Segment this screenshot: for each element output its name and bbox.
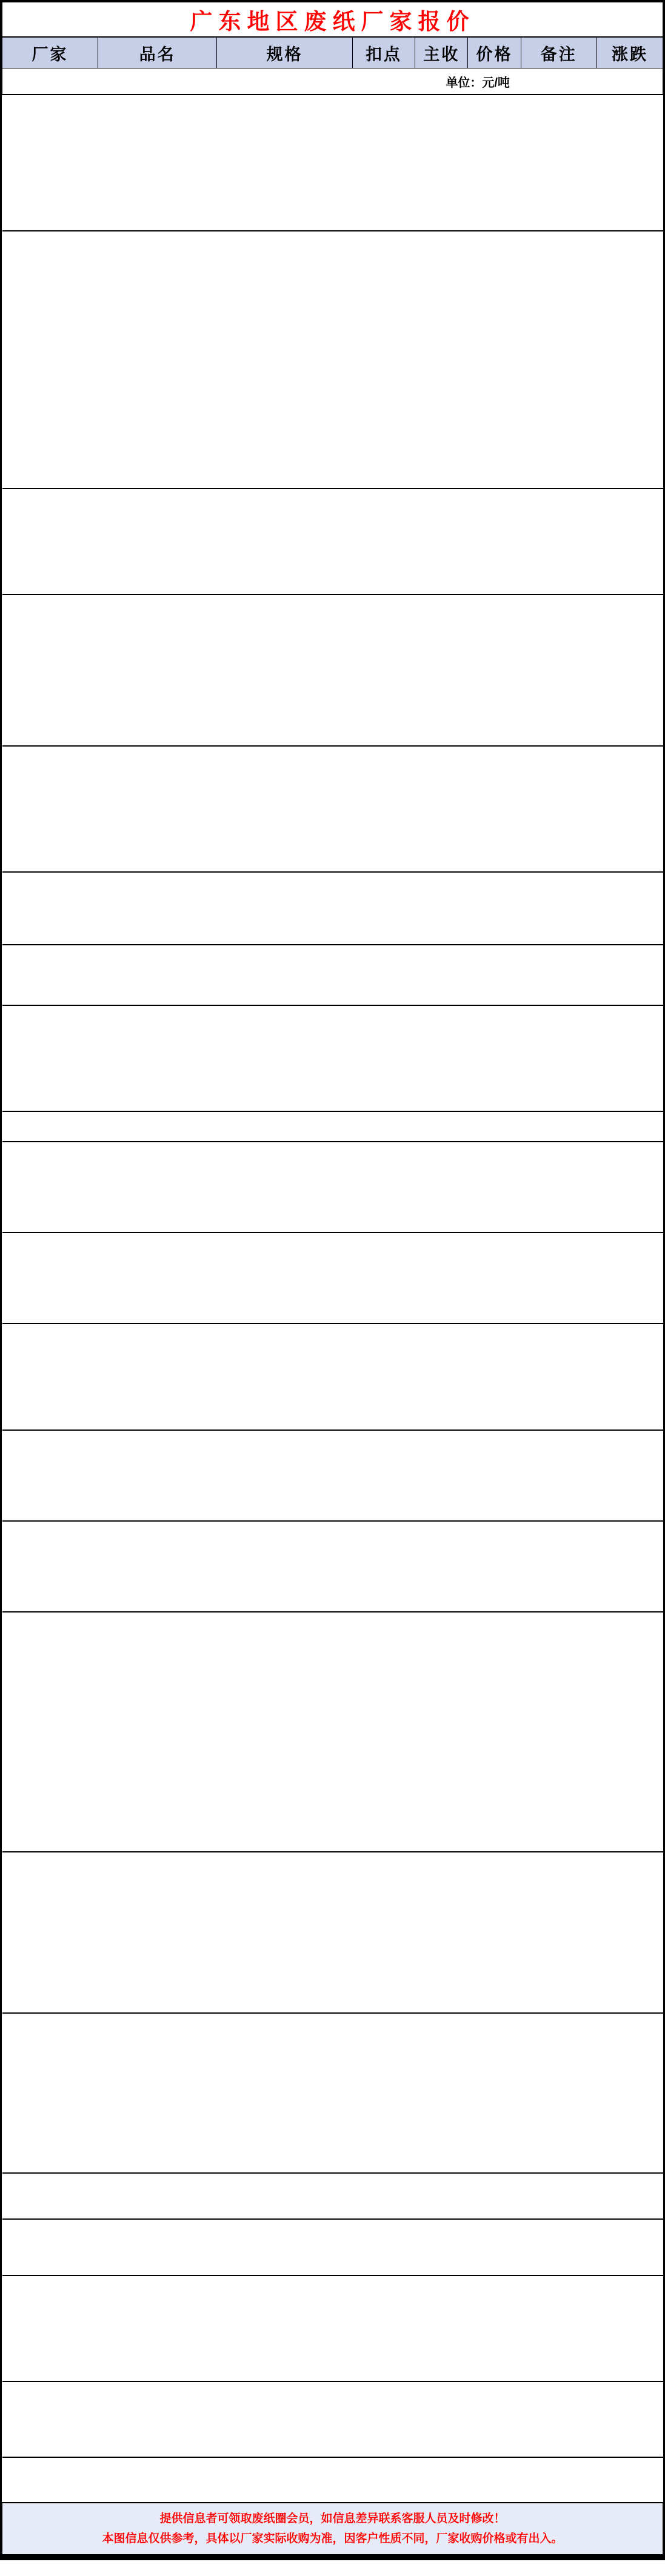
- table-row: [2, 1521, 663, 1536]
- page-title: 广东地区废纸厂家报价: [2, 2, 663, 38]
- table-row: [2, 413, 663, 428]
- table-row: [2, 809, 663, 840]
- table-row: [2, 2381, 663, 2397]
- factory-block-0: [2, 95, 663, 231]
- table-row: [2, 458, 663, 473]
- table-row: [2, 2321, 663, 2336]
- table-row: [2, 2219, 663, 2238]
- price-table: [2, 2, 663, 2555]
- factory-block-6: [2, 945, 663, 1005]
- table-row: [2, 2351, 663, 2366]
- table-row: [2, 2412, 663, 2427]
- table-row: [2, 428, 663, 443]
- table-row: [2, 2173, 663, 2196]
- table-row: [2, 2040, 663, 2066]
- table-row: [2, 1308, 663, 1323]
- table-row: [2, 1005, 663, 1020]
- factory-block-13: [2, 1521, 663, 1612]
- table-row: [2, 625, 663, 640]
- table-row: [2, 322, 663, 337]
- factory-block-8: [2, 1111, 663, 1142]
- factory-block-7: [2, 1005, 663, 1111]
- table-header: [2, 2, 663, 95]
- table-row: [2, 1990, 663, 2013]
- table-row: [2, 1445, 663, 1460]
- table-row: [2, 2146, 663, 2173]
- table-row: [2, 1712, 663, 1732]
- table-row: [2, 1732, 663, 1752]
- factory-block-16: [2, 2013, 663, 2173]
- footer-line: 本图信息仅供参考，具体以厂家实际收购为准，因客户性质不同，厂家收购价格或有出入。: [102, 2532, 563, 2545]
- factory-block-11: [2, 1323, 663, 1430]
- table-row: [2, 701, 663, 716]
- table-row: [2, 777, 663, 809]
- factory-block-2: [2, 488, 663, 594]
- table-row: [2, 110, 663, 125]
- table-row: [2, 2336, 663, 2351]
- table-row: [2, 261, 663, 276]
- table-row: [2, 1792, 663, 1812]
- table-row: [2, 1491, 663, 1506]
- table-row: [2, 1430, 663, 1445]
- table-row: [2, 2397, 663, 2412]
- table-row: [2, 2275, 663, 2291]
- col-header-note: 备注: [521, 37, 596, 68]
- unit-note: 单位：元/吨: [2, 68, 663, 95]
- table-row: [2, 2472, 663, 2488]
- table-row: [2, 1967, 663, 1990]
- table-row: [2, 125, 663, 140]
- table-row: [2, 1142, 663, 1157]
- table-row: [2, 1202, 663, 1217]
- table-row: [2, 155, 663, 170]
- table-row: [2, 2457, 663, 2472]
- table-row: [2, 1096, 663, 1111]
- column-header-row: [2, 37, 663, 68]
- table-row: [2, 1263, 663, 1278]
- title-row: [2, 2, 663, 38]
- table-row: [2, 1875, 663, 1898]
- factory-block-1: [2, 231, 663, 488]
- table-row: [2, 2093, 663, 2120]
- table-row: [2, 731, 663, 746]
- factory-block-18: [2, 2219, 663, 2275]
- table-row: [2, 1476, 663, 1491]
- table-row: [2, 352, 663, 367]
- table-row: [2, 1403, 663, 1430]
- table-row: [2, 1832, 663, 1852]
- table-row: [2, 443, 663, 458]
- table-row: [2, 564, 663, 579]
- table-row: [2, 1612, 663, 1632]
- table-row: [2, 594, 663, 610]
- factory-block-21: [2, 2457, 663, 2503]
- table-row: [2, 890, 663, 908]
- table-row: [2, 945, 663, 960]
- table-row: [2, 2120, 663, 2146]
- table-footer: [2, 2503, 663, 2555]
- table-row: [2, 1652, 663, 1672]
- table-row: [2, 2366, 663, 2381]
- factory-block-10: [2, 1233, 663, 1323]
- table-row: [2, 2291, 663, 2306]
- table-row: [2, 1293, 663, 1308]
- table-row: [2, 2196, 663, 2219]
- table-row: [2, 473, 663, 488]
- unit-row: [2, 68, 663, 95]
- table-row: [2, 1127, 663, 1142]
- table-row: [2, 1377, 663, 1403]
- factory-block-15: [2, 1852, 663, 2013]
- col-header-spec: 规格: [217, 37, 352, 68]
- table-row: [2, 95, 663, 110]
- table-row: [2, 1020, 663, 1036]
- col-header-price: 价格: [468, 37, 521, 68]
- table-row: [2, 1051, 663, 1066]
- table-row: [2, 840, 663, 872]
- table-row: [2, 1248, 663, 1263]
- footer-line: 提供信息者可领取废纸圈会员，如信息差异联系客服人员及时修改！: [159, 2512, 506, 2525]
- table-row: [2, 1944, 663, 1967]
- table-row: [2, 382, 663, 398]
- table-row: [2, 170, 663, 185]
- table-row: [2, 1081, 663, 1096]
- table-row: [2, 610, 663, 625]
- table-row: [2, 716, 663, 731]
- table-row: [2, 2488, 663, 2503]
- table-row: [2, 990, 663, 1005]
- table-row: [2, 685, 663, 701]
- factory-block-3: [2, 594, 663, 746]
- factory-block-19: [2, 2275, 663, 2381]
- table-row: [2, 640, 663, 655]
- table-row: [2, 246, 663, 261]
- table-row: [2, 1852, 663, 1875]
- table-row: [2, 201, 663, 216]
- table-row: [2, 1233, 663, 1248]
- factory-block-12: [2, 1430, 663, 1521]
- table-row: [2, 1692, 663, 1712]
- table-row: [2, 549, 663, 564]
- table-row: [2, 1323, 663, 1350]
- table-row: [2, 2442, 663, 2457]
- table-row: [2, 1898, 663, 1921]
- table-row: [2, 1506, 663, 1521]
- table-row: [2, 2013, 663, 2040]
- table-row: [2, 216, 663, 231]
- factory-block-14: [2, 1612, 663, 1852]
- table-row: [2, 1536, 663, 1551]
- table-row: [2, 519, 663, 534]
- table-row: [2, 1036, 663, 1051]
- table-row: [2, 367, 663, 382]
- table-row: [2, 1582, 663, 1597]
- table-row: [2, 927, 663, 945]
- table-row: [2, 185, 663, 201]
- table-row: [2, 1812, 663, 1832]
- table-row: [2, 276, 663, 291]
- table-row: [2, 655, 663, 670]
- table-row: [2, 1551, 663, 1566]
- table-row: [2, 2257, 663, 2275]
- footer-row: [2, 2503, 663, 2555]
- table-row: [2, 579, 663, 594]
- table-row: [2, 1460, 663, 1476]
- table-row: [2, 140, 663, 155]
- table-row: [2, 1632, 663, 1652]
- table-row: [2, 872, 663, 890]
- table-row: [2, 1772, 663, 1792]
- factory-block-9: [2, 1142, 663, 1233]
- table-row: [2, 1752, 663, 1772]
- table-row: [2, 534, 663, 549]
- table-row: [2, 307, 663, 322]
- table-row: [2, 231, 663, 246]
- table-row: [2, 908, 663, 927]
- col-header-product: 品名: [98, 37, 217, 68]
- table-row: [2, 488, 663, 504]
- table-row: [2, 504, 663, 519]
- table-row: [2, 291, 663, 307]
- table-row: [2, 1350, 663, 1377]
- table-row: [2, 2306, 663, 2321]
- table-row: [2, 1921, 663, 1944]
- table-row: [2, 1217, 663, 1233]
- table-row: [2, 2066, 663, 2093]
- table-row: [2, 960, 663, 975]
- col-header-deduct: 扣点: [352, 37, 415, 68]
- table-row: [2, 2427, 663, 2442]
- table-row: [2, 1187, 663, 1202]
- table-row: [2, 670, 663, 685]
- factory-block-5: [2, 872, 663, 945]
- factory-block-17: [2, 2173, 663, 2219]
- table-row: [2, 1157, 663, 1172]
- table-row: [2, 975, 663, 990]
- table-row: [2, 1278, 663, 1293]
- factory-block-4: [2, 746, 663, 872]
- table-row: [2, 1111, 663, 1127]
- table-row: [2, 337, 663, 352]
- table-row: [2, 1066, 663, 1081]
- table-row: [2, 398, 663, 413]
- col-header-change: 涨跌: [596, 37, 663, 68]
- factory-block-20: [2, 2381, 663, 2457]
- col-header-factory: 厂家: [2, 37, 98, 68]
- table-row: [2, 746, 663, 777]
- col-header-main: 主收: [415, 37, 468, 68]
- table-row: [2, 1672, 663, 1692]
- table-row: [2, 1597, 663, 1612]
- table-row: [2, 2238, 663, 2257]
- table-row: [2, 1566, 663, 1582]
- table-row: [2, 1172, 663, 1187]
